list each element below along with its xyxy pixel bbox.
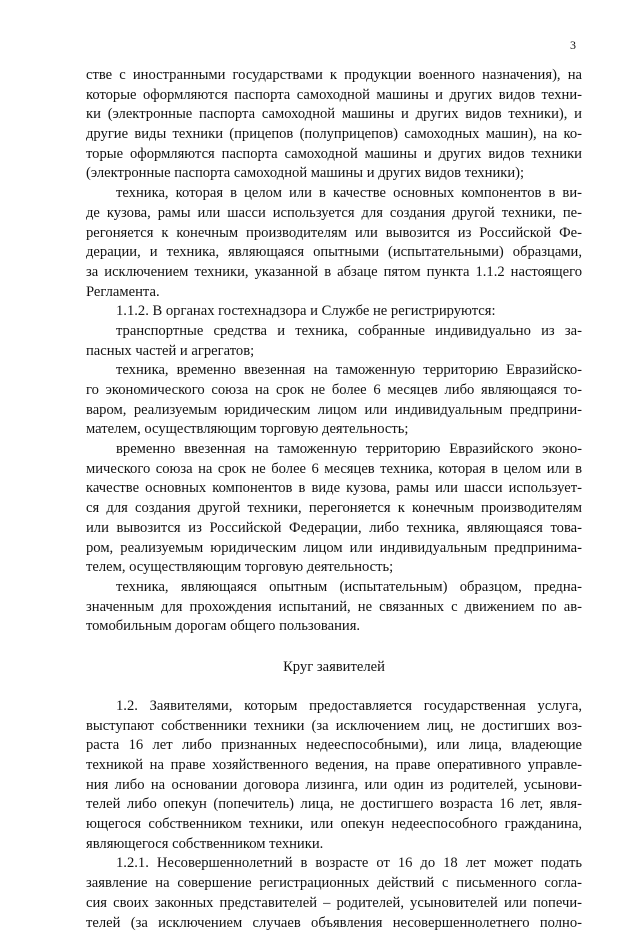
text-line: заявление на совершение регистрационных действий с письменного согла- (86, 874, 582, 894)
page-number: 3 (570, 38, 576, 52)
text-line: или вывозится из Российской Федерации, либо техника, являющаяся това- (86, 519, 582, 539)
text-line: ния либо на основании договора лизинга, или один из родителей, усынови- (86, 776, 582, 796)
text-line: ющегося собственником техники, или опекун недееспособного гражданина, (86, 815, 582, 835)
text-line: стве с иностранными государствами к продукции военного назначения), на (86, 66, 582, 86)
text-line: торые оформляются паспорта самоходной машины и других видов техники (86, 145, 582, 165)
spacer (86, 677, 582, 697)
text-line: 1.1.2. В органах гостехнадзора и Службе не регистрируются: (86, 302, 582, 322)
text-line: техникой на праве хозяйственного ведения, на праве оперативного управле- (86, 756, 582, 776)
document-body (86, 66, 582, 933)
text-line: мического союза на срок не более 6 месяцев техника, которая в целом или в (86, 460, 582, 480)
paragraph-technics (86, 184, 582, 302)
text-line: ся для создания другой техники, перегоняется к конечным производителям (86, 499, 582, 519)
text-line: техника, временно ввезенная на таможенную территорию Евразийско- (86, 361, 582, 381)
text-line: значенным для прохождения испытаний, не связанных с движением по ав- (86, 598, 582, 618)
text-line: транспортные средства и техника, собранные индивидуально из за- (86, 322, 582, 342)
section-heading: Круг заявителей (86, 657, 582, 677)
paragraph-intro (86, 66, 582, 184)
text-line: мателем, осуществляющим торговую деятельность; (86, 420, 582, 440)
text-line: качестве основных компонентов в виде кузова, рамы или шасси использует- (86, 479, 582, 499)
paragraph-1-1-2-c (86, 440, 582, 578)
text-line: телем, осуществляющим торговую деятельность; (86, 558, 582, 578)
text-line: 1.2.1. Несовершеннолетний в возрасте от 16 до 18 лет может подать (86, 854, 582, 874)
text-line: ки (электронные паспорта самоходной машины и других видов техники), и (86, 105, 582, 125)
paragraph-1-1-2-d (86, 578, 582, 637)
text-line: го экономического союза на срок не более 6 месяцев либо являющаяся то- (86, 381, 582, 401)
text-line: (электронные паспорта самоходной машины и других видов техники); (86, 164, 582, 184)
text-line: техника, являющаяся опытным (испытательным) образцом, предна- (86, 578, 582, 598)
text-line: телей (за исключением случаев объявления несовершеннолетнего полно- (86, 914, 582, 933)
paragraph-1-1-2-b (86, 361, 582, 440)
text-line: дерации, и техника, являющаяся опытными (испытательными) образцами, (86, 243, 582, 263)
text-line: регоняется к конечным производителям или вывозится из Российской Фе- (86, 224, 582, 244)
text-line: пасных частей и агрегатов; (86, 342, 582, 362)
text-line: являющегося собственником техники. (86, 835, 582, 855)
text-line: варом, реализуемым юридическим лицом или индивидуальным предприни- (86, 401, 582, 421)
paragraph-1-2 (86, 697, 582, 855)
text-line: сия своих законных представителей – родителей, усыновителей или попечи- (86, 894, 582, 914)
paragraph-1-1-2-a (86, 322, 582, 361)
text-line: временно ввезенная на таможенную территорию Евразийского эконо- (86, 440, 582, 460)
text-line: выступают собственники техники (за исключением лиц, не достигших воз- (86, 717, 582, 737)
text-line: которые оформляются паспорта самоходной машины и других видов техни- (86, 86, 582, 106)
text-line: Регламента. (86, 283, 582, 303)
text-line: ром, реализуемым юридическим лицом или индивидуальным предпринима- (86, 539, 582, 559)
text-line: другие виды техники (прицепов (полуприцепов) самоходных машин), на ко- (86, 125, 582, 145)
spacer (86, 637, 582, 657)
text-line: техника, которая в целом или в качестве основных компонентов в ви- (86, 184, 582, 204)
text-line: телей либо опекун (попечитель) лица, не достигшего возраста 16 лет, явля- (86, 795, 582, 815)
text-line: томобильным дорогам общего пользования. (86, 617, 582, 637)
text-line: за исключением техники, указанной в абзаце пятом пункта 1.1.2 настоящего (86, 263, 582, 283)
paragraph-1-2-1 (86, 854, 582, 933)
text-line: де кузова, рамы или шасси используется для создания другой техники, пе- (86, 204, 582, 224)
paragraph-1-1-2-intro (86, 302, 582, 322)
text-line: раста 16 лет либо признанных недееспособными), или лица, владеющие (86, 736, 582, 756)
text-line: 1.2. Заявителями, которым предоставляется государственная услуга, (86, 697, 582, 717)
